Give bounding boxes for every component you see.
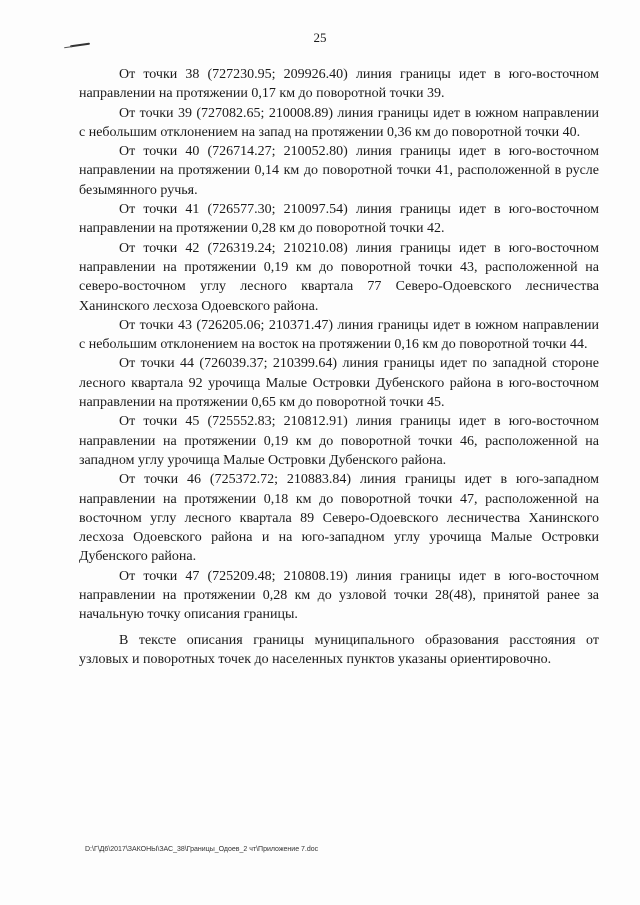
document-body: [79, 65, 599, 669]
paragraph-point-47: От точки 47 (725209.48; 210808.19) линия границы идет в юго-восточном направлении на протяжении 0,28 км до узловой точки 28(48), принятой ранее за начальную точку описания границы.: [79, 568, 599, 623]
paragraph-point-39: От точки 39 (727082.65; 210008.89) линия границы идет в южном направлении с небольшим отклонением на запад на протяжении 0,36 км до поворотной точки 40.: [79, 105, 599, 140]
page-number: 25: [313, 30, 327, 45]
paragraph-point-44: От точки 44 (726039.37; 210399.64) линия границы идет по западной стороне лесного квартала 92 урочища Малые Островки Дубенского района в юго-восточном направлении на протяжении 0,65 км до поворотной точки 45.: [79, 356, 599, 411]
paragraph-point-41: От точки 41 (726577.30; 210097.54) линия границы идет в юго-восточном направлении на протяжении 0,28 км до поворотной точки 42.: [79, 202, 599, 237]
file-path-footer: D:\Г\Д6\2017\ЗАКОНЫ\ЗАС_38\Границы_Одоев_2 чт\Приложение 7.doc: [85, 846, 319, 853]
paragraph-point-40: От точки 40 (726714.27; 210052.80) линия границы идет в юго-восточном направлении на протяжении 0,14 км до поворотной точки 41, расположенной в русле безымянного ручья.: [79, 144, 599, 198]
closing-note: В тексте описания границы муниципального образования расстояния от узловых и поворотных точек до населенных пунктов указаны ориентировочно.: [79, 632, 599, 667]
paragraph-point-38: От точки 38 (727230.95; 209926.40) линия границы идет в юго-восточном направлении на протяжении 0,17 км до поворотной точки 39.: [79, 67, 599, 102]
paragraph-point-43: От точки 43 (726205.06; 210371.47) линия границы идет в южном направлении с небольшим отклонением на восток на протяжении 0,16 км до поворотной точки 44.: [79, 317, 599, 353]
paragraph-point-42: От точки 42 (726319.24; 210210.08) линия границы идет в юго-восточном направлении на протяжении 0,19 км до поворотной точки 43, расположенной на северо-восточном углу лесного квартала 77 Северо-Одоевского лесничества Ханинского лесхоза Одоевского района.: [79, 240, 599, 314]
paragraph-point-46: От точки 46 (725372.72; 210883.84) линия границы идет в юго-западном направлении на протяжении 0,18 км до поворотной точки 47, расположенной на восточном углу лесного квартала 89 Северо-Одоевского лесничества Ханинского лесхоза Одоевского района и на юго-западном углу урочища Малые Островки Дубенского района.: [79, 472, 599, 565]
paragraph-point-45: От точки 45 (725552.83; 210812.91) линия границы идет в юго-восточном направлении на протяжении 0,19 км до поворотной точки 46, расположенной на западном углу урочища Малые Островки Дубенского района.: [79, 414, 599, 468]
